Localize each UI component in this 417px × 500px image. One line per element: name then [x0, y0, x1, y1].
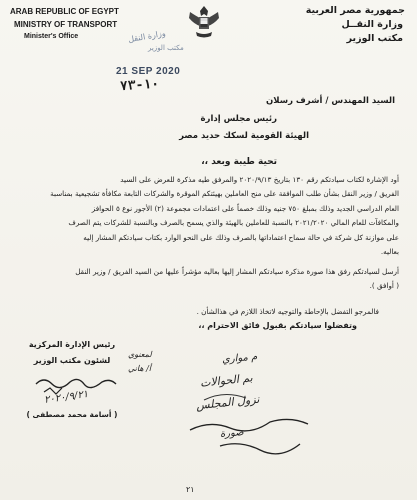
- margin-note-1: لمعنوي: [128, 350, 152, 359]
- handwritten-flourish-icon: [180, 360, 320, 460]
- body-line: ( أوافق ).: [369, 281, 399, 291]
- body-paragraph-3: فالمرجو التفضل بالإحاطة والتوجيه لاتخاذ اللازم في هذالشأن .: [196, 307, 379, 316]
- recipient-title: رئيس مجلس إدارة: [200, 114, 277, 124]
- body-line: على موازنة كل شركة في حالة سماح اعتماداتها بالصرف وذلك على النحو الوارد بكتاب سيادتكم المشار إليه: [83, 232, 399, 242]
- signature-title-1: رئيس الإدارة المركزية: [28, 340, 116, 349]
- body-line: أرسل لسيادتكم رفق هذا صورة مذكرة سيادتكم المشار إليها بعاليه مؤشراً عليها من السيد الفريق / وزير النقل: [75, 267, 399, 276]
- body-line: والمكافآت للعام المالي ٢٠٢١/٢٠٢٠ بالنسبة للعاملين بالهيئة والذي يسمح بالصرف وبالنسبة للشركات يتم الصرف: [68, 218, 399, 228]
- recipient-name: السيد المهندس / أشرف رسلان: [266, 96, 395, 106]
- recipient-org: الهيئة القومية لسكك حديد مصر: [179, 131, 309, 141]
- handwritten-note-4: صورة: [219, 427, 245, 440]
- body-paragraph-1: [14, 173, 399, 259]
- page-number: ٢١: [186, 485, 195, 494]
- signature-date: ٢٠٢٠/٩/٢١: [43, 388, 89, 407]
- handwritten-note-2: بم الحوالات: [199, 371, 254, 390]
- body-paragraph-2: [14, 265, 399, 294]
- header-ar-line3: مكتب الوزير: [346, 33, 403, 44]
- signature-name: ( أسامة محمد مصطفى ): [26, 410, 118, 419]
- reference-number: ١٠-٧٣: [119, 76, 160, 95]
- office-stamp: [88, 28, 213, 82]
- header-ar-line2: وزارة النقــل: [341, 19, 403, 30]
- header-ar-line1: جمهورية مصر العربية: [305, 5, 405, 16]
- signature-title-2: لشئون مكتب الوزير: [33, 356, 111, 365]
- header-en-line2: MINISTRY OF TRANSPORT: [14, 20, 118, 29]
- handwritten-note-3: نزول المجلس: [195, 392, 260, 413]
- header-en-line3: Minister's Office: [24, 33, 79, 40]
- stamp-ministry: وزارة النقل: [127, 28, 167, 45]
- body-line: العام الدراسي الجديد وذلك بمبلغ ٧٥٠ جنيه وذلك خصماً على اعتمادات مجموعة (٢) الأجور نوع ٥ الحوافز: [91, 203, 399, 213]
- handwritten-note-1: م مواري: [221, 351, 258, 366]
- margin-note-2: أ/ هاني: [128, 364, 152, 373]
- stamp-date: 21 SEP 2020: [116, 66, 181, 77]
- closing-line: وتفضلوا سيادتكم بقبول فائق الاحترام ،،: [198, 321, 357, 330]
- greeting: تحية طيبة وبعد ،،: [201, 157, 277, 167]
- body-line: بعاليه.: [380, 247, 399, 257]
- stamp-office: مكتب الوزير: [148, 44, 184, 52]
- body-line: أود الإشارة لكتاب سيادتكم رقم ١٣٠ بتاريخ ٢٠٢٠/٩/١٣ والمرفق طيه مذكرة للعرض على السيد: [120, 175, 399, 184]
- header-en-line1: ARAB REPUBLIC OF EGYPT: [10, 7, 119, 16]
- body-line: الفريق / وزير النقل بشأن طلب الموافقة على منح العاملين بهيئتكم الموقرة والشركات التابعة مكافأة تشجيعية بمناسبة: [50, 189, 399, 199]
